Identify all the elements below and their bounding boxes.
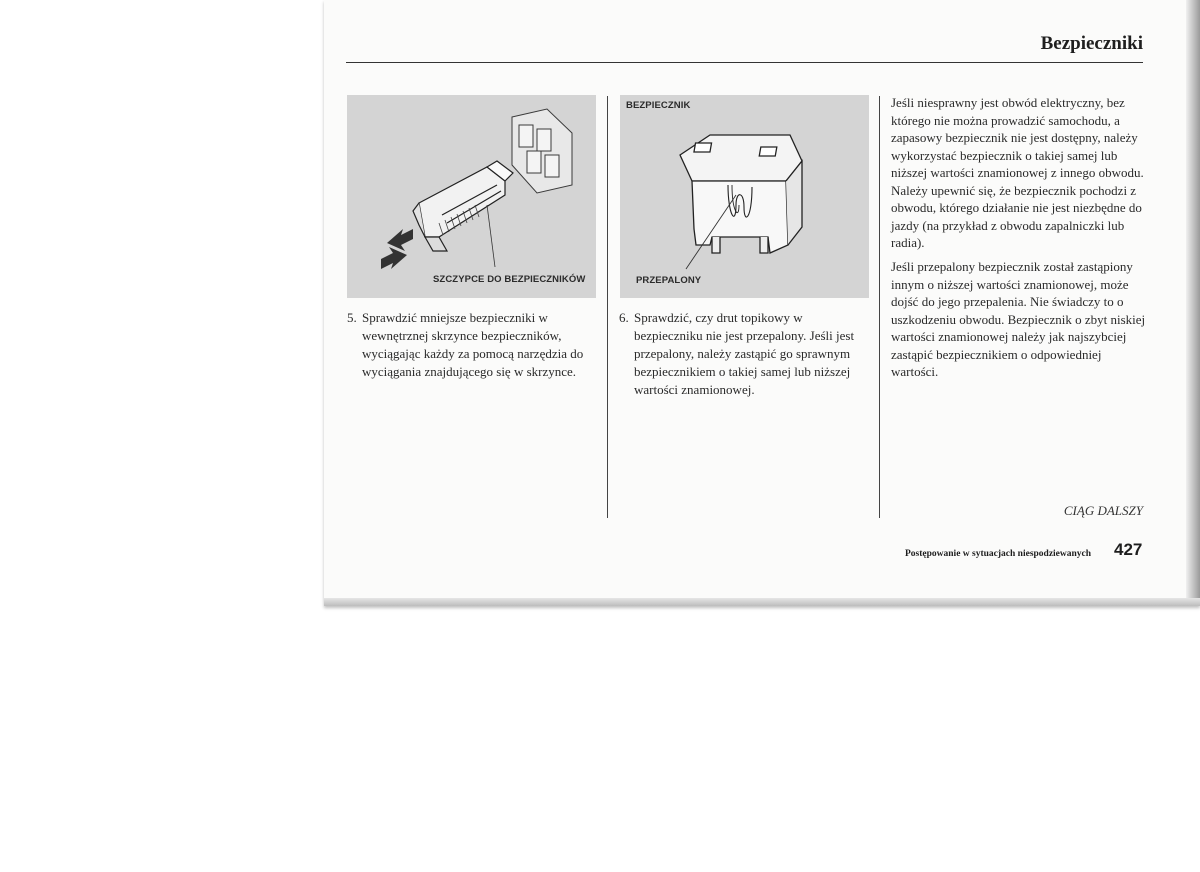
step-5: [347, 309, 597, 381]
page-number: 427: [1114, 540, 1143, 559]
column-divider-right: [879, 96, 880, 518]
footer-section-title: Postępowanie w sytuacjach niespodziewanych: [905, 549, 1092, 559]
fuse-bottom-label: PRZEPALONY: [636, 275, 702, 286]
page-binding-shadow: [1186, 0, 1200, 606]
continued-label: CIĄG DALSZY: [1063, 503, 1143, 518]
page-title: Bezpieczniki: [1040, 33, 1143, 54]
paragraph-spare-fuse: Jeśli niesprawny jest obwód elektryczny, bez którego nie można prowadzić samochodu, a zapasowy bezpiecznik nie jest dostępny, należy wykorzystać bezpiecznik o takiej samej lub niższej wartości znamionowej z innego obwodu. Należy upewnić się, że bezpiecznik pochodzi z obwodu, którego działanie nie jest niezbędne do jazdy (na przykład z obwodu zapalniczki lub radia).: [891, 95, 1144, 250]
fuse-puller-label: SZCZYPCE DO BEZPIECZNIKÓW: [433, 274, 586, 285]
fuse-puller-illustration-icon: [347, 95, 596, 298]
step-text: Sprawdzić mniejsze bezpieczniki w wewnętrznej skrzynce bezpieczników, wyciągając każdy za pomocą narzędzia do wyciągania znajdującego się w skrzynce.: [362, 310, 584, 379]
step-text: Sprawdzić, czy drut topikowy w bezpieczniku nie jest przepalony. Jeśli jest przepalony, należy zastąpić go sprawnym bezpiecznikiem o takiej samej lub niższej wartości znamionowej.: [634, 310, 855, 397]
fuse-figure: [620, 95, 869, 298]
step-number: 6.: [619, 310, 629, 325]
paragraph-lower-rating: Jeśli przepalony bezpiecznik został zastąpiony innym o niższej wartości znamionowej, może dojść do jego przepalenia. Nie świadczy to o uszkodzeniu obwodu. Bezpiecznik o zbyt niskiej wartości znamionowej należy jak najszybciej zastąpić bezpiecznikiem o odpowiedniej wartości.: [891, 259, 1146, 379]
blown-fuse-illustration-icon: [620, 95, 869, 298]
step-6: [619, 309, 871, 399]
fuse-puller-figure: [347, 95, 596, 298]
header-divider: [346, 62, 1143, 63]
page-bottom-edge: [324, 598, 1200, 606]
step-number: 5.: [347, 310, 357, 325]
column-divider-left: [607, 96, 608, 518]
fuse-top-label: BEZPIECZNIK: [626, 100, 691, 111]
